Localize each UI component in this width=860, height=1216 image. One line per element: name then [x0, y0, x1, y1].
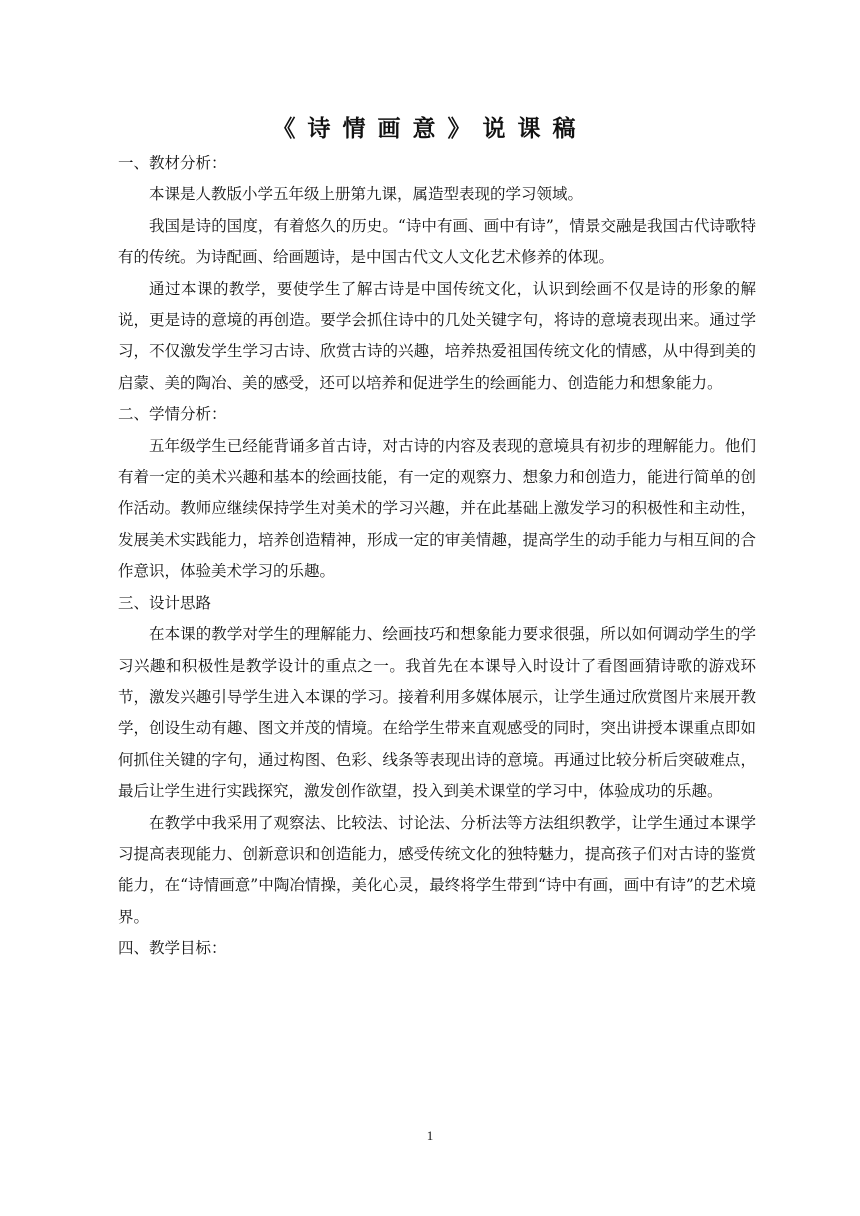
- paragraph: 通过本课的教学，要使学生了解古诗是中国传统文化，认识到绘画不仅是诗的形象的解说，更是诗的意境的再创造。要学会抓住诗中的几处关键字句，将诗的意境表现出来。通过学习，不仅激发学生学习古诗、欣赏古诗的兴趣，培养热爱祖国传统文化的情感，从中得到美的启蒙、美的陶冶、美的感受，还可以培养和促进学生的绘画能力、创造能力和想象能力。: [118, 279, 756, 392]
- section-heading: 二、学情分析：: [118, 405, 227, 424]
- paragraph: 在本课的教学对学生的理解能力、绘画技巧和想象能力要求很强，所以如何调动学生的学习兴趣和积极性是教学设计的重点之一。我首先在本课导入时设计了看图画猜诗歌的游戏环节，激发兴趣引导学生进入本课的学习。接着利用多媒体展示，让学生通过欣赏图片来展开教学，创设生动有趣、图文并茂的情境。在给学生带来直观感受的同时，突出讲授本课重点即如何抓住关键的字句，通过构图、色彩、线条等表现出诗的意境。再通过比较分析后突破难点，最后让学生进行实践探究，激发创作欲望，投入到美术课堂的学习中，体验成功的乐趣。: [118, 625, 756, 801]
- paragraph: 本课是人教版小学五年级上册第九课，属造型表现的学习领域。: [149, 185, 584, 204]
- document-body: [118, 148, 756, 965]
- paragraph: 我国是诗的国度，有着悠久的历史。“诗中有画、画中有诗”，情景交融是我国古代诗歌特有的传统。为诗配画、给画题诗，是中国古代文人文化艺术修养的体现。: [118, 216, 756, 267]
- section-heading: 四、教学目标：: [118, 939, 227, 958]
- section-heading: 一、教材分析：: [118, 154, 227, 172]
- section-heading: 三、设计思路: [118, 593, 212, 612]
- page-number: 1: [426, 1128, 434, 1143]
- paragraph: 五年级学生已经能背诵多首古诗，对古诗的内容及表现的意境具有初步的理解能力。他们有着一定的美术兴趣和基本的绘画技能，有一定的观察力、想象力和创造力，能进行简单的创作活动。教师应继续保持学生对美术的学习兴趣，并在此基础上激发学习的积极性和主动性，发展美术实践能力，培养创造精神，形成一定的审美情趣，提高学生的动手能力与相互间的合作意识，体验美术学习的乐趣。: [118, 436, 756, 581]
- paragraph: 在教学中我采用了观察法、比较法、讨论法、分析法等方法组织教学，让学生通过本课学习提高表现能力、创新意识和创造能力，感受传统文化的独特魅力，提高孩子们对古诗的鉴赏能力，在“诗情画意”中陶冶情操，美化心灵，最终将学生带到“诗中有画，画中有诗”的艺术境界。: [118, 813, 756, 926]
- document-title: 《诗情画意》说课稿: [272, 115, 588, 142]
